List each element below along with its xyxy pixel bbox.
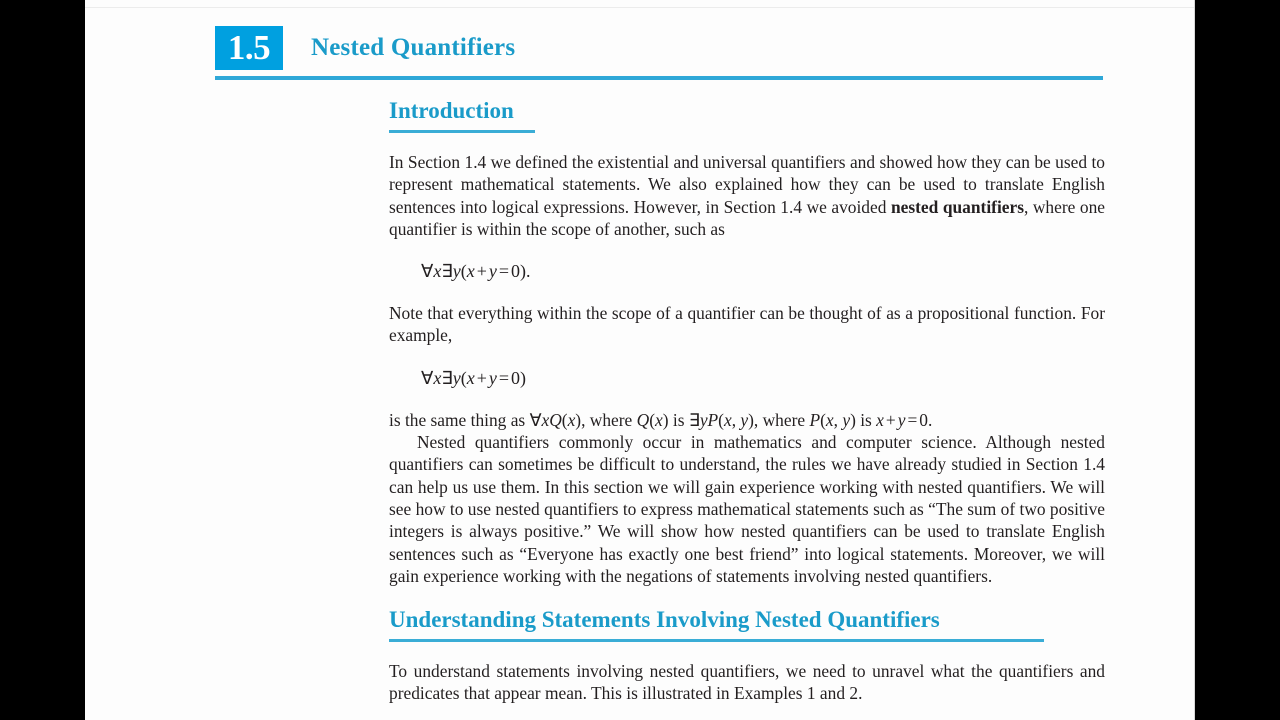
equation-2-equals: = — [498, 367, 510, 388]
inline-p-var-y-1: y — [740, 409, 749, 430]
body-column — [389, 96, 1105, 705]
equation-2-var-y: y — [452, 367, 461, 388]
term-nested-quantifiers: nested quantifiers — [890, 196, 1024, 217]
paragraph-inline-math — [389, 409, 1105, 431]
display-equation-2 — [389, 365, 1105, 391]
inline-expr-x: x — [876, 409, 884, 430]
section-header — [215, 26, 515, 70]
heading-introduction — [389, 96, 1105, 133]
letterbox-bar-left — [0, 0, 85, 720]
inline-var-x-1: x — [541, 409, 550, 430]
equation-1-var-y: y — [452, 261, 461, 282]
paragraph-intro-1-part-a: In Section 1.4 we defined the existential and universal quantifiers and showed how they can be used to represent mathematical statements. We also explained how they can be used to translate English sentences into logical expressions. However, in Section 1.4 we avoided — [389, 152, 1105, 217]
paragraph-intro-4: Nested quantifiers commonly occur in mathematics and computer science. Although nested quantifiers can sometimes be difficult to understand, the rules we have already studied in Section 1.4 can help us use them. In this section we will gain experience working with nested quantifiers. We will see how to use nested quantifiers to express mathematical statements such as “The sum of two positive integers is always positive.” We will show how nested quantifiers can be used to translate English sentences such as “Everyone has exactly one best friend” into logical statements. Moreover, we will gain experience working with the negations of statements involving nested quantifiers. — [389, 432, 1105, 586]
inline-var-y: y — [699, 409, 708, 430]
inline-p-comma-1: , — [731, 409, 741, 430]
paragraph-understanding-1: To understand statements involving nested quantifiers, we need to unravel what the quantifiers and predicates that appear mean. This is illustrated in Examples 1 and 2. — [389, 661, 1105, 704]
equation-1-close-paren: ). — [520, 261, 531, 282]
inline-predicate-P-2: P — [809, 409, 821, 430]
inline-q-var-1: x — [567, 409, 576, 430]
inline-q-close-2: ) is — [662, 409, 689, 430]
inline-lead-text: is the same thing as — [389, 409, 530, 430]
paragraph-intro-1 — [389, 151, 1105, 240]
heading-introduction-text: Introduction — [389, 98, 514, 123]
heading-understanding — [389, 605, 1105, 642]
inline-p-var-y-2: y — [842, 409, 851, 430]
inline-q-open-1: ( — [561, 409, 568, 430]
inline-p-var-x-1: x — [723, 409, 732, 430]
display-equation-1 — [389, 258, 1105, 284]
section-title: Nested Quantifiers — [311, 34, 516, 61]
inline-q-open-2: ( — [649, 409, 655, 430]
equation-2-lhs: x — [466, 367, 475, 388]
letterbox-bar-right — [1195, 0, 1280, 720]
equation-2-zero: 0 — [511, 367, 521, 388]
equation-1-existential-quantifier: ∃ — [441, 261, 453, 282]
inline-universal-quantifier: ∀ — [529, 409, 542, 430]
inline-expr-y: y — [897, 409, 906, 430]
heading-understanding-text: Understanding Statements Involving Nested Quantifiers — [389, 607, 940, 633]
inline-expr-period: . — [927, 409, 933, 430]
equation-2-rhs: y — [488, 367, 497, 388]
inline-expr-zero: 0 — [919, 409, 928, 430]
inline-predicate-P-1: P — [707, 409, 719, 430]
equation-2-var-x: x — [433, 367, 442, 388]
inline-expr-plus: + — [885, 409, 896, 430]
equation-1-open-paren: ( — [460, 261, 467, 282]
inline-p-open-1: ( — [718, 409, 724, 430]
equation-2-existential-quantifier: ∃ — [441, 367, 453, 388]
inline-predicate-Q-2: Q — [636, 409, 650, 430]
equation-1-rhs: y — [488, 261, 497, 282]
document-page — [85, 0, 1195, 720]
equation-2-plus: + — [476, 367, 487, 388]
section-number-badge: 1.5 — [215, 26, 283, 70]
inline-predicate-Q-1: Q — [549, 409, 562, 430]
inline-existential-quantifier: ∃ — [688, 409, 700, 430]
inline-p-close-2: ) is — [850, 409, 877, 430]
equation-1-lhs: x — [466, 261, 475, 282]
equation-1-equals: = — [498, 261, 510, 282]
inline-expr-equals: = — [907, 409, 918, 430]
paragraph-intro-2: Note that everything within the scope of a quantifier can be thought of as a propositional function. For example, — [389, 303, 1105, 346]
inline-q-close-1: ), where — [575, 409, 637, 430]
equation-1-universal-quantifier: ∀ — [421, 261, 434, 282]
equation-1-zero: 0 — [511, 261, 521, 282]
equation-1-var-x: x — [433, 261, 442, 282]
equation-1-plus: + — [476, 261, 487, 282]
inline-q-var-2: x — [654, 409, 663, 430]
inline-p-close-1: ), where — [748, 409, 810, 430]
inline-p-comma-2: , — [833, 409, 843, 430]
equation-2-open-paren: ( — [460, 367, 467, 388]
section-header-rule — [215, 76, 1103, 80]
page-content — [85, 0, 1195, 720]
inline-p-var-x-2: x — [825, 409, 834, 430]
paragraph-intro-1-part-b: , where one quantifier is within the scope of another, such as — [389, 196, 1106, 239]
inline-p-open-2: ( — [820, 409, 826, 430]
equation-2-close-paren: ) — [520, 367, 527, 388]
equation-2-universal-quantifier: ∀ — [421, 367, 434, 388]
